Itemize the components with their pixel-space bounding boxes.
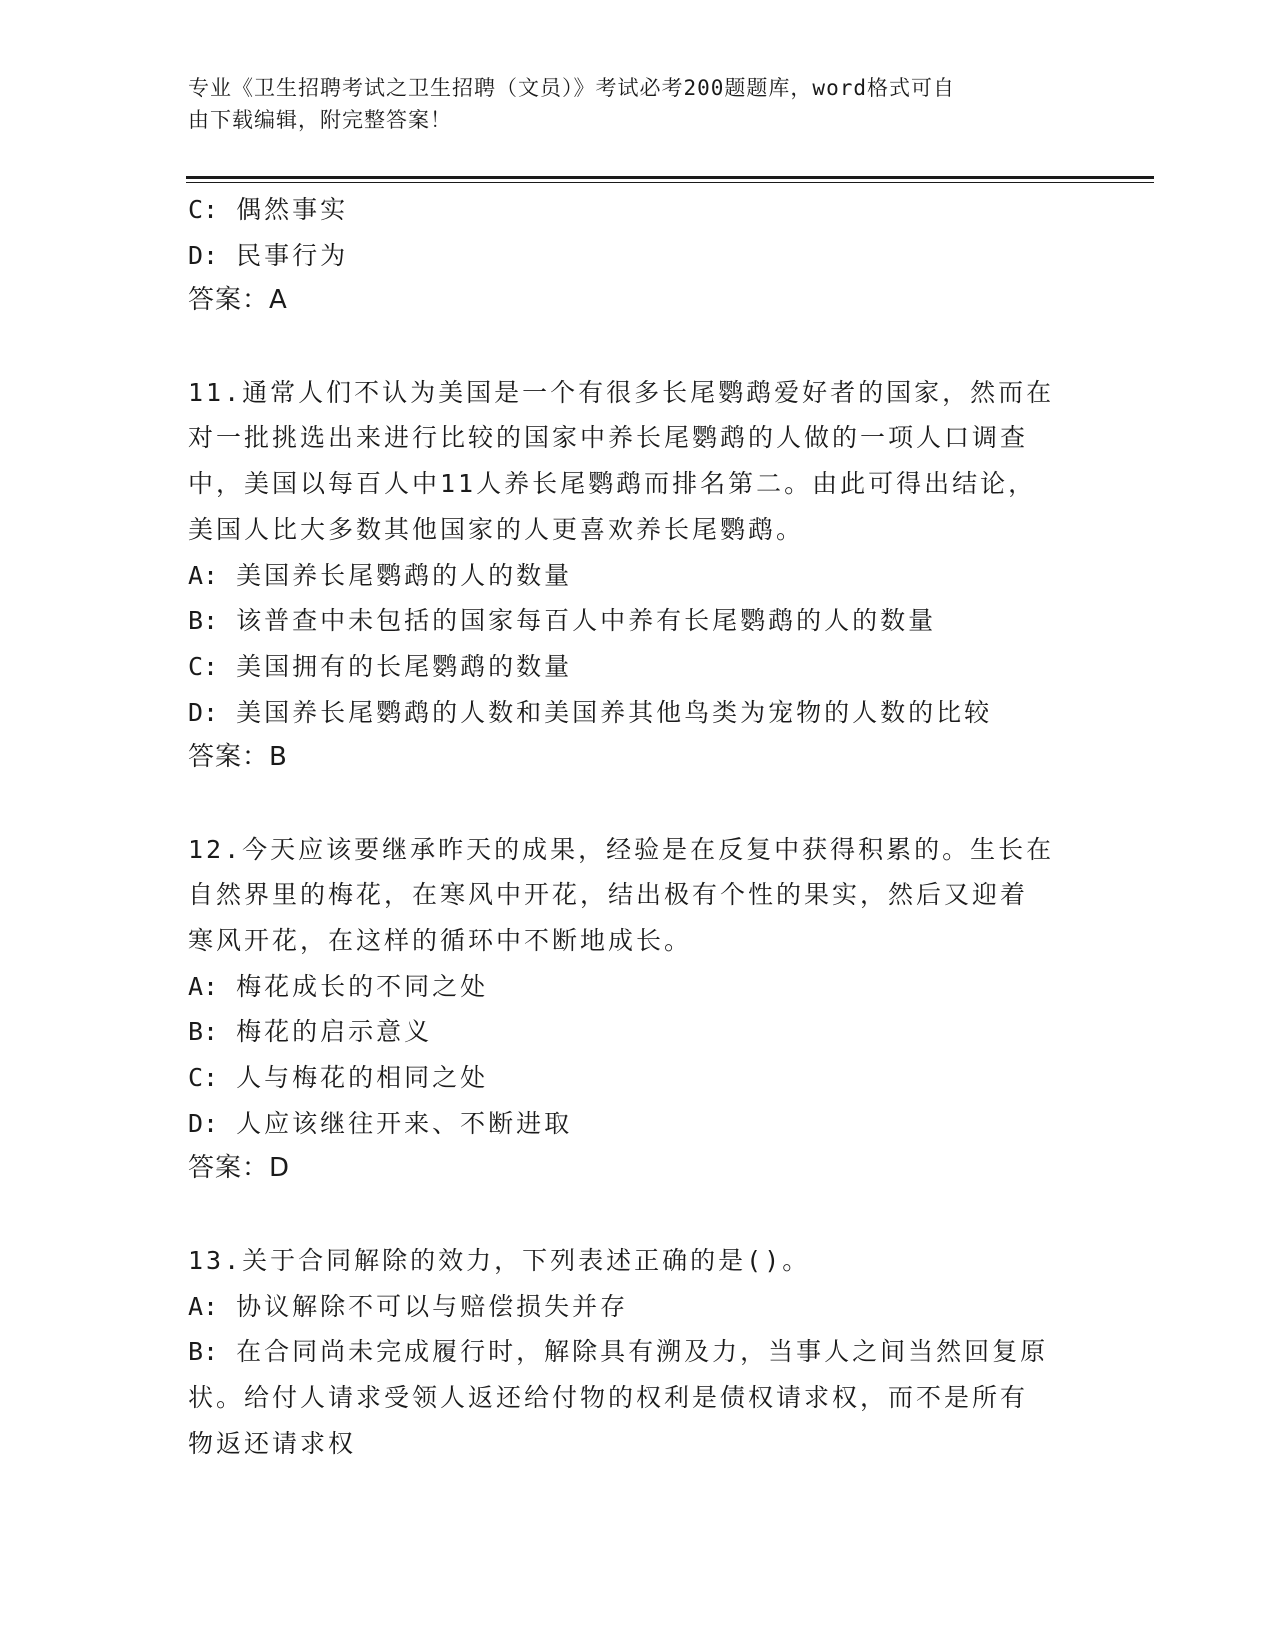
question-text-line: 13.关于合同解除的效力，下列表述正确的是()。 bbox=[188, 1245, 811, 1275]
option-c: C: 人与梅花的相同之处 bbox=[188, 1063, 489, 1093]
option-b: B: 该普查中未包括的国家每百人中养有长尾鹦鹉的人的数量 bbox=[188, 606, 937, 636]
document-header bbox=[188, 72, 1088, 136]
answer-line: 答案：A bbox=[188, 285, 288, 316]
header-divider-thin bbox=[186, 182, 1154, 183]
question-text-line: 寒风开花，在这样的循环中不断地成长。 bbox=[188, 926, 693, 955]
option-a: A: 梅花成长的不同之处 bbox=[188, 971, 489, 1001]
question-12 bbox=[188, 827, 1088, 1193]
question-text-line: 中，美国以每百人中11人养长尾鹦鹉而排名第二。由此可得出结论， bbox=[188, 469, 1037, 499]
option-a: A: 协议解除不可以与赔偿损失并存 bbox=[188, 1291, 629, 1321]
answer-line: 答案：D bbox=[188, 1153, 291, 1184]
question-text-line: 自然界里的梅花，在寒风中开花，结出极有个性的果实，然后又迎着 bbox=[188, 880, 1029, 910]
option-b: B: 在合同尚未完成履行时，解除具有溯及力，当事人之间当然回复原 bbox=[188, 1337, 1049, 1367]
question-text-line: 12.今天应该要继承昨天的成果，经验是在反复中获得积累的。生长在 bbox=[188, 834, 1055, 864]
question-11 bbox=[188, 370, 1088, 781]
question-text-line: 11.通常人们不认为美国是一个有很多长尾鹦鹉爱好者的国家，然而在 bbox=[188, 377, 1055, 407]
option-b-continuation: 状。给付人请求受领人返还给付物的权利是债权请求权，而不是所有 bbox=[188, 1382, 1029, 1412]
option-d: D: 人应该继往开来、不断进取 bbox=[188, 1108, 573, 1138]
option-d: D: 美国养长尾鹦鹉的人数和美国养其他鸟类为宠物的人数的比较 bbox=[188, 697, 993, 727]
question-text-line: 美国人比大多数其他国家的人更喜欢养长尾鹦鹉。 bbox=[188, 514, 805, 544]
option-b-continuation: 物返还请求权 bbox=[188, 1428, 357, 1458]
option-d: D: 民事行为 bbox=[188, 240, 349, 270]
header-line-2: 由下载编辑，附完整答案！ bbox=[188, 108, 452, 132]
question-text-line: 对一批挑选出来进行比较的国家中养长尾鹦鹉的人做的一项人口调查 bbox=[188, 423, 1029, 453]
answer-line: 答案：B bbox=[188, 742, 288, 773]
option-b: B: 梅花的启示意义 bbox=[188, 1017, 433, 1047]
header-line-1: 专业《卫生招聘考试之卫生招聘（文员）》考试必考200题题库，word格式可自 bbox=[188, 76, 955, 100]
header-divider-thick bbox=[186, 176, 1154, 179]
option-a: A: 美国养长尾鹦鹉的人的数量 bbox=[188, 560, 573, 590]
option-c: C: 美国拥有的长尾鹦鹉的数量 bbox=[188, 651, 573, 681]
question-13 bbox=[188, 1238, 1088, 1466]
question-content bbox=[188, 187, 1088, 1466]
option-c: C: 偶然事实 bbox=[188, 195, 349, 224]
